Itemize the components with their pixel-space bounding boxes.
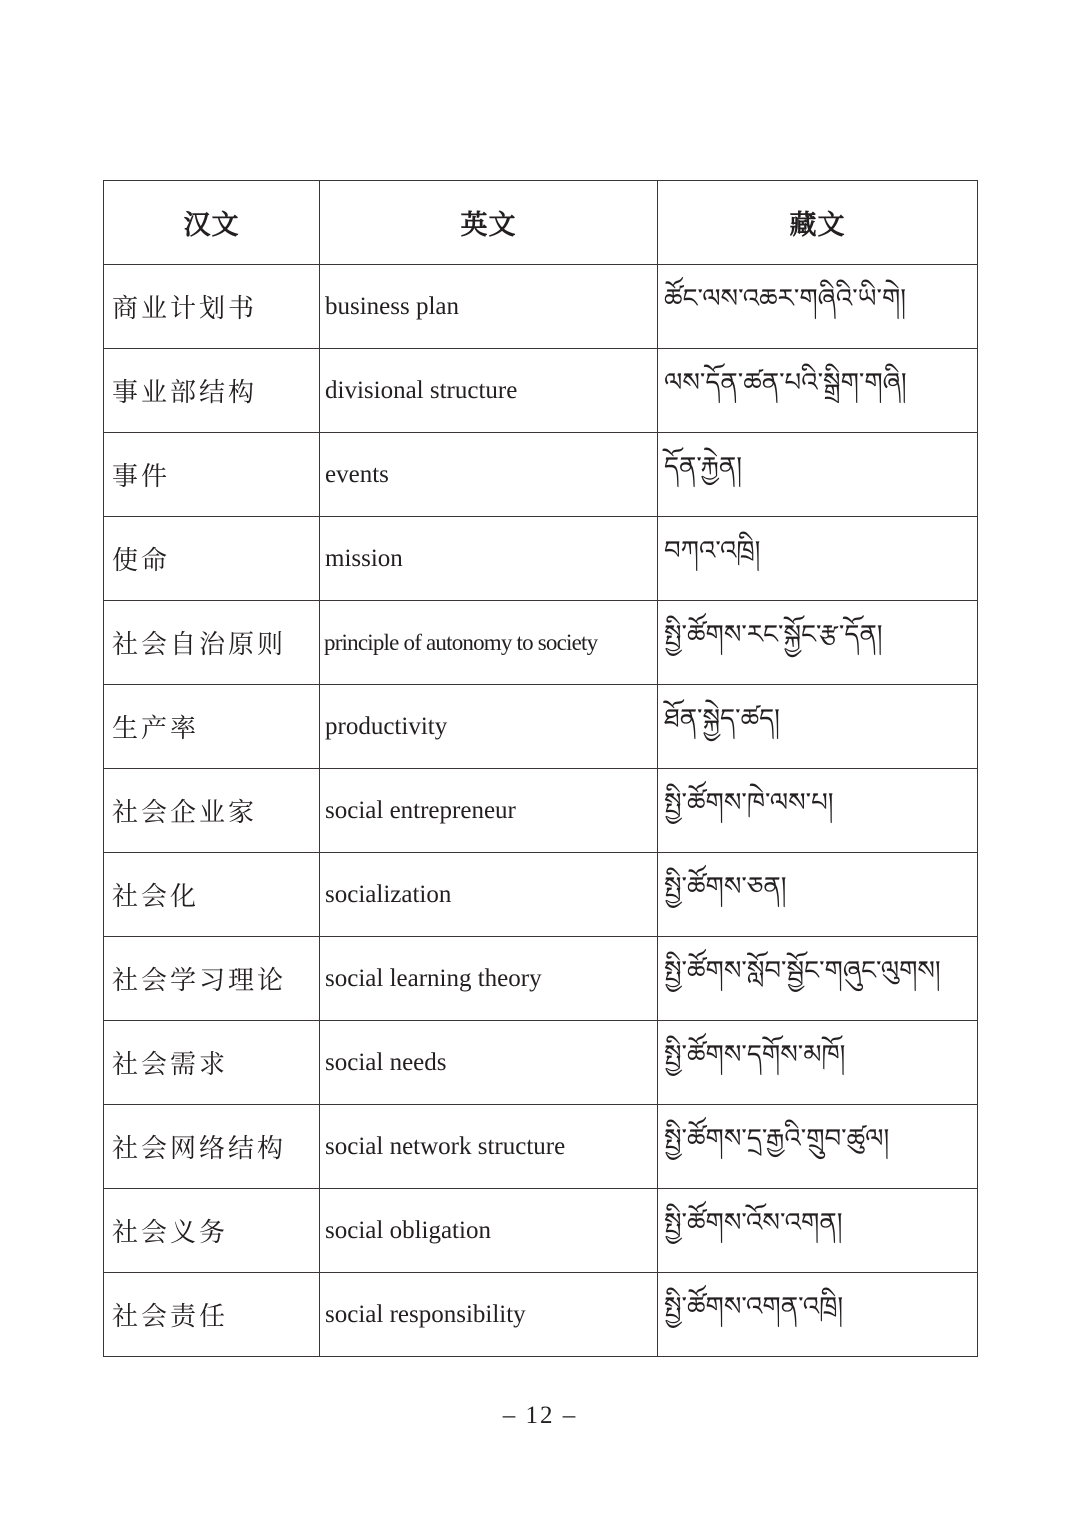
chinese-term: 社会责任 (104, 1273, 320, 1357)
english-term: social needs (320, 1021, 658, 1105)
chinese-term: 事件 (104, 433, 320, 517)
chinese-term: 社会网络结构 (104, 1105, 320, 1189)
chinese-term: 生产率 (104, 685, 320, 769)
table-header-row (104, 181, 978, 265)
tibetan-term: སྤྱི་ཚོགས་དྲ་རྒྱའི་གྲུབ་ཚུལ། (658, 1105, 978, 1189)
tibetan-term: ཚོང་ལས་འཆར་གཞིའི་ཡི་གེ། (658, 265, 978, 349)
english-term: events (320, 433, 658, 517)
english-term: social responsibility (320, 1273, 658, 1357)
tibetan-term: སྤྱི་ཚོགས་དགོས་མཁོ། (658, 1021, 978, 1105)
table-row (104, 1189, 978, 1273)
table-row (104, 601, 978, 685)
table-row (104, 265, 978, 349)
english-term: divisional structure (320, 349, 658, 433)
tibetan-term: སྤྱི་ཚོགས་སློབ་སྦྱོང་གཞུང་ལུགས། (658, 937, 978, 1021)
chinese-term: 使命 (104, 517, 320, 601)
chinese-term: 社会自治原则 (104, 601, 320, 685)
table-row (104, 1021, 978, 1105)
english-term: mission (320, 517, 658, 601)
chinese-term: 商业计划书 (104, 265, 320, 349)
table-row (104, 769, 978, 853)
english-term: business plan (320, 265, 658, 349)
chinese-term: 社会需求 (104, 1021, 320, 1105)
english-term: social network structure (320, 1105, 658, 1189)
table-row (104, 517, 978, 601)
glossary-table (103, 180, 978, 1357)
english-term: social entrepreneur (320, 769, 658, 853)
english-term: productivity (320, 685, 658, 769)
tibetan-term: བཀའ་འཁྲི། (658, 517, 978, 601)
table-row (104, 853, 978, 937)
english-term: social obligation (320, 1189, 658, 1273)
tibetan-term: སྤྱི་ཚོགས་ཅན། (658, 853, 978, 937)
english-term: principle of autonomy to society (320, 601, 658, 685)
tibetan-term: དོན་རྐྱེན། (658, 433, 978, 517)
table-row (104, 1105, 978, 1189)
chinese-term: 事业部结构 (104, 349, 320, 433)
tibetan-term: ལས་དོན་ཚན་པའི་སྒྲིག་གཞི། (658, 349, 978, 433)
chinese-term: 社会化 (104, 853, 320, 937)
table-row (104, 1273, 978, 1357)
table-row (104, 685, 978, 769)
tibetan-term: ཐོན་སྐྱེད་ཚད། (658, 685, 978, 769)
page-number: – 12 – (502, 1402, 578, 1429)
chinese-term: 社会学习理论 (104, 937, 320, 1021)
table-row (104, 433, 978, 517)
table-row (104, 937, 978, 1021)
chinese-term: 社会企业家 (104, 769, 320, 853)
header-english: 英文 (320, 181, 658, 265)
tibetan-term: སྤྱི་ཚོགས་འོས་འགན། (658, 1189, 978, 1273)
header-chinese: 汉文 (104, 181, 320, 265)
english-term: social learning theory (320, 937, 658, 1021)
table-row (104, 349, 978, 433)
tibetan-term: སྤྱི་ཚོགས་ཁེ་ལས་པ། (658, 769, 978, 853)
english-term: socialization (320, 853, 658, 937)
tibetan-term: སྤྱི་ཚོགས་འགན་འཁྲི། (658, 1273, 978, 1357)
header-tibetan: 藏文 (658, 181, 978, 265)
chinese-term: 社会义务 (104, 1189, 320, 1273)
tibetan-term: སྤྱི་ཚོགས་རང་སྐྱོང་རྩ་དོན། (658, 601, 978, 685)
